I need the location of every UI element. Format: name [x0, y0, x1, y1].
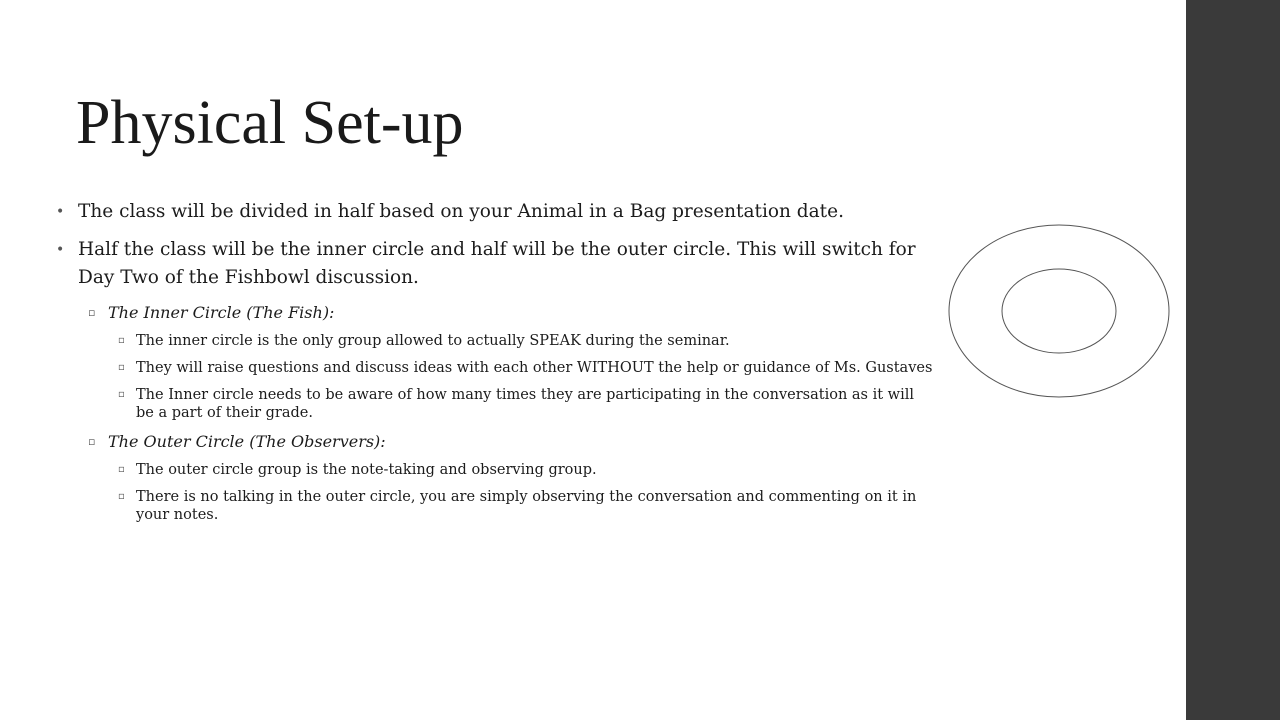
bullet-item [56, 198, 936, 226]
outer-circle-item [56, 461, 936, 479]
bullet-item [56, 236, 936, 292]
inner-circle-item [56, 332, 936, 350]
right-sidebar-bar [1186, 0, 1280, 720]
sub-bullet-icon: ▫ [118, 464, 125, 475]
fishbowl-diagram [946, 222, 1172, 400]
inner-circle-heading-item [56, 302, 936, 324]
inner-circle-text: The Inner circle needs to be aware of how many times they are participating in the conversation as it will be a part of their grade. [136, 387, 915, 421]
sub-bullet-icon: ▫ [118, 362, 125, 373]
bullet-text: Half the class will be the inner circle and half will be the outer circle. This will switch for Day Two of the Fishbowl discussion. [78, 239, 916, 288]
inner-circle-heading: The Inner Circle (The Fish): [108, 303, 335, 322]
outer-circle-item [56, 488, 936, 524]
inner-circle-shape [1002, 269, 1116, 353]
outer-circle-heading: The Outer Circle (The Observers): [108, 432, 386, 451]
sub-bullet-icon: ▫ [88, 306, 96, 319]
bullet-dot-icon: • [56, 204, 65, 220]
sub-bullet-icon: ▫ [118, 389, 125, 400]
slide-title: Physical Set-up [76, 89, 464, 157]
outer-circle-heading-item [56, 431, 936, 453]
slide-content [56, 198, 936, 533]
outer-circle-shape [949, 225, 1169, 397]
inner-circle-text: They will raise questions and discuss ideas with each other WITHOUT the help or guidance of Ms. Gustaves [136, 360, 933, 376]
inner-circle-item [56, 359, 936, 377]
inner-circle-item [56, 386, 936, 422]
bullet-text: The class will be divided in half based on your Animal in a Bag presentation date. [78, 201, 844, 222]
sub-bullet-icon: ▫ [88, 435, 96, 448]
sub-bullet-icon: ▫ [118, 335, 125, 346]
outer-circle-text: The outer circle group is the note-taking and observing group. [136, 462, 597, 478]
bullet-dot-icon: • [56, 242, 65, 258]
sub-bullet-icon: ▫ [118, 491, 125, 502]
outer-circle-text: There is no talking in the outer circle, you are simply observing the conversation and commenting on it in your notes. [136, 489, 917, 523]
inner-circle-text: The inner circle is the only group allowed to actually SPEAK during the seminar. [136, 333, 730, 349]
